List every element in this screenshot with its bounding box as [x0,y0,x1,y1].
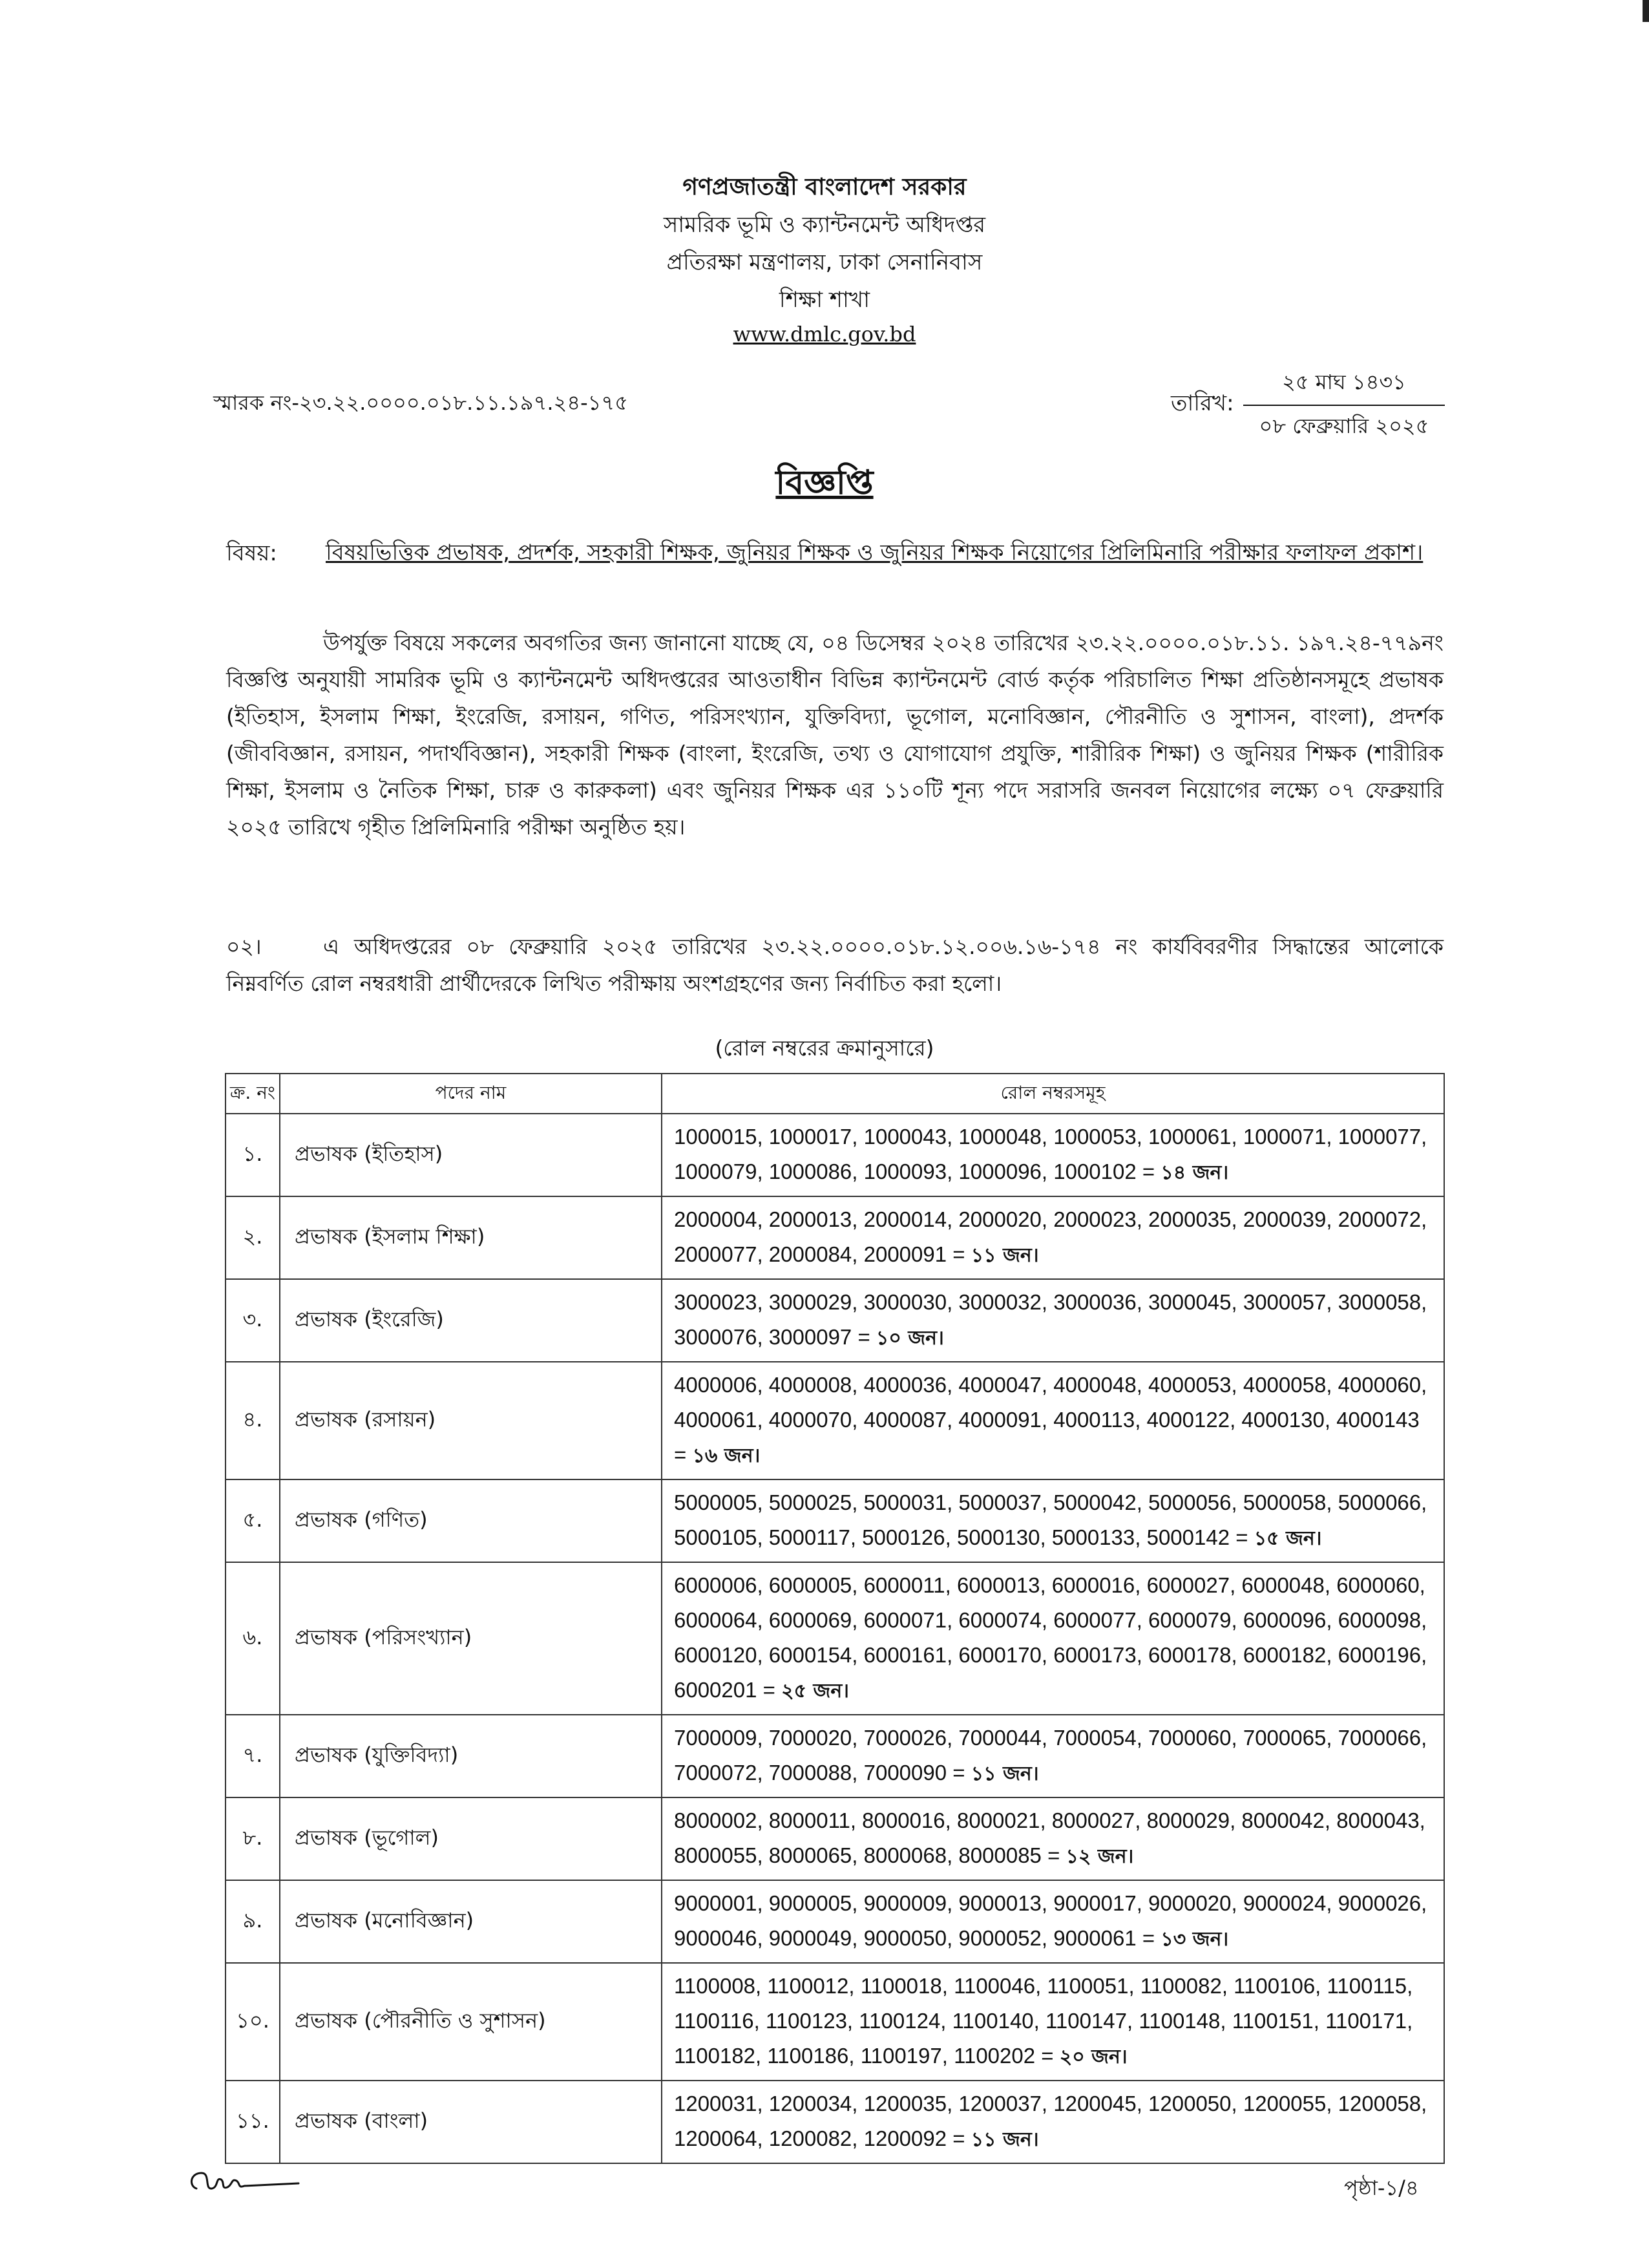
row-rolls [662,1797,1444,1880]
roll-list: 7000009, 7000020, 7000026, 7000044, 7000054, 7000060, 7000065, 7000066, 7000072, 7000088, 7000090 = [674,1726,1427,1785]
roll-list: 5000005, 5000025, 5000031, 5000037, 5000042, 5000056, 5000058, 5000066, 5000105, 5000117, 5000126, 5000130, 5000133, 5000142 = [674,1490,1427,1549]
roll-table [225,1073,1445,2164]
row-post: প্রভাষক (রসায়ন) [280,1362,662,1479]
paragraph-2-text: এ অধিদপ্তরের ০৮ ফেব্রুয়ারি ২০২৫ তারিখের ২৩.২২.০০০০.০১৮.১২.০০৬.১৬-১৭৪ নং কার্যবিবরণীর সিদ্ধান্তের আলোকে নিম্নবর্ণিত রোল নম্বরধারী প্রার্থীদেরকে লিখিত পরীক্ষায় অংশগ্রহণের জন্য নির্বাচিত করা হলো। [226,934,1444,996]
date-bangla: ২৫ মাঘ ১৪৩১ [1243,366,1445,406]
header-rolls: রোল নম্বরসমূহ [662,1074,1444,1114]
roll-list: 2000004, 2000013, 2000014, 2000020, 2000023, 2000035, 2000039, 2000072, 2000077, 2000084, 2000091 = [674,1207,1427,1266]
order-note: (রোল নম্বরের ক্রমানুসারে) [715,1035,934,1061]
row-serial: ৩. [226,1279,280,1362]
table-row [226,1963,1444,2081]
row-serial: ১. [226,1114,280,1196]
dept-name: সামরিক ভূমি ও ক্যান্টনমেন্ট অধিদপ্তর [663,212,986,238]
row-serial: ১০. [226,1963,280,2081]
roll-total: ১৪ জন। [1161,1161,1229,1184]
row-post: প্রভাষক (যুক্তিবিদ্যা) [280,1715,662,1797]
row-rolls [662,1963,1444,2081]
row-post: প্রভাষক (ইসলাম শিক্ষা) [280,1196,662,1279]
roll-list: 4000006, 4000008, 4000036, 4000047, 4000048, 4000053, 4000058, 4000060, 4000061, 4000070, 4000087, 4000091, 4000113, 4000122, 4000130, 4000143 = [674,1373,1427,1467]
row-serial: ১১. [226,2081,280,2163]
row-post: প্রভাষক (ভূগোল) [280,1797,662,1880]
date-label: তারিখ: [1171,390,1234,416]
header-post: পদের নাম [280,1074,662,1114]
roll-total: ২৫ জন। [781,1680,849,1702]
notice-title: বিজ্ঞপ্তি [775,463,874,502]
row-rolls [662,1362,1444,1479]
row-post: প্রভাষক (বাংলা) [280,2081,662,2163]
branch-name: শিক্ষা শাখা [779,287,870,313]
row-serial: ৮. [226,1797,280,1880]
website-link[interactable]: www.dmlc.gov.bd [733,322,916,346]
roll-list: 9000001, 9000005, 9000009, 9000013, 9000017, 9000020, 9000024, 9000026, 9000046, 9000049, 9000050, 9000052, 9000061 = [674,1891,1427,1950]
row-serial: ৪. [226,1362,280,1479]
date-english: ০৮ ফেব্রুয়ারি ২০২৫ [1259,414,1429,438]
row-rolls [662,1114,1444,1196]
roll-list: 3000023, 3000029, 3000030, 3000032, 3000036, 3000045, 3000057, 3000058, 3000076, 3000097 = [674,1290,1427,1349]
paragraph-2-number: ০২। [226,934,262,959]
table-row [226,1479,1444,1562]
row-post: প্রভাষক (ইতিহাস) [280,1114,662,1196]
roll-total: ১১ জন। [971,1763,1039,1785]
roll-total: ১৬ জন। [692,1445,761,1467]
paragraph-2 [226,928,1444,1002]
row-rolls [662,1279,1444,1362]
roll-list: 1100008, 1100012, 1100018, 1100046, 1100051, 1100082, 1100106, 1100115, 1100116, 1100123, 1100124, 1100140, 1100147, 1100148, 1100151, 1100171, 1100182, 1100186, 1100197, 1100202 = [674,1974,1413,2068]
roll-total: ২০ জন। [1059,2046,1128,2068]
page-number: পৃষ্ঠা-১/৪ [1344,2176,1419,2200]
row-post: প্রভাষক (ইংরেজি) [280,1279,662,1362]
scan-edge-mark [1643,0,1649,22]
row-rolls [662,1562,1444,1715]
table-row [226,1362,1444,1479]
row-post: প্রভাষক (পরিসংখ্যান) [280,1562,662,1715]
paragraph-1: উপর্যুক্ত বিষয়ে সকলের অবগতির জন্য জানানো যাচ্ছে যে, ০৪ ডিসেম্বর ২০২৪ তারিখের ২৩.২২.০০০০.০১৮.১১. ১৯৭.২৪-৭৭৯নং বিজ্ঞপ্তি অনুযায়ী সামরিক ভূমি ও ক্যান্টনমেন্ট অধিদপ্তরের আওতাধীন বিভিন্ন ক্যান্টনমেন্ট বোর্ড কর্তৃক পরিচালিত শিক্ষা প্রতিষ্ঠানসমূহে প্রভাষক (ইতিহাস, ইসলাম শিক্ষা, ইংরেজি, রসায়ন, গণিত, পরিসংখ্যান, যুক্তিবিদ্যা, ভূগোল, মনোবিজ্ঞান, পৌরনীতি ও সুশাসন, বাংলা), প্রদর্শক (জীববিজ্ঞান, রসায়ন, পদার্থবিজ্ঞান), সহকারী শিক্ষক (বাংলা, ইংরেজি, তথ্য ও যোগাযোগ প্রযুক্তি, শারীরিক শিক্ষা) ও জুনিয়র শিক্ষক (শারীরিক শিক্ষা, ইসলাম ও নৈতিক শিক্ষা, চারু ও কারুকলা) এবং জুনিয়র শিক্ষক এর ১১০টি শূন্য পদে সরাসরি জনবল নিয়োগের লক্ষ্যে ০৭ ফেব্রুয়ারি ২০২৫ তারিখে গৃহীত প্রিলিমিনারি পরীক্ষা অনুষ্ঠিত হয়। [226,630,1444,840]
table-row [226,1715,1444,1797]
row-rolls [662,1479,1444,1562]
roll-total: ১০ জন। [876,1327,944,1350]
date-box [1243,366,1445,445]
row-serial: ৭. [226,1715,280,1797]
roll-total: ১১ জন। [971,2128,1039,2151]
signature [182,2164,311,2203]
row-serial: ৫. [226,1479,280,1562]
row-post: প্রভাষক (গণিত) [280,1479,662,1562]
roll-total: ১১ জন। [971,1244,1039,1267]
table-row [226,1562,1444,1715]
table-row [226,1279,1444,1362]
row-serial: ৯. [226,1880,280,1963]
subject-label: বিষয়: [226,540,277,566]
table-row [226,1880,1444,1963]
govt-title: গণপ্রজাতন্ত্রী বাংলাদেশ সরকার [682,174,967,200]
subject-text: বিষয়ভিত্তিক প্রভাষক, প্রদর্শক, সহকারী শিক্ষক, জুনিয়র শিক্ষক ও জুনিয়র শিক্ষক নিয়োগের প্রিলিমিনারি পরীক্ষার ফলাফল প্রকাশ। [326,540,1423,566]
table-row [226,2081,1444,2163]
row-serial: ২. [226,1196,280,1279]
table-header-row [226,1074,1444,1114]
roll-total: ১৩ জন। [1161,1928,1229,1951]
table-row [226,1196,1444,1279]
notice-heading [0,456,1649,513]
ministry-name: প্রতিরক্ষা মন্ত্রণালয়, ঢাকা সেনানিবাস [666,249,983,275]
row-rolls [662,1880,1444,1963]
table-row [226,1797,1444,1880]
roll-list: 1000015, 1000017, 1000043, 1000048, 1000053, 1000061, 1000071, 1000077, 1000079, 1000086, 1000093, 1000096, 1000102 = [674,1125,1427,1183]
row-rolls [662,2081,1444,2163]
row-serial: ৬. [226,1562,280,1715]
roll-total: ১৫ জন। [1254,1527,1322,1550]
row-post: প্রভাষক (মনোবিজ্ঞান) [280,1880,662,1963]
roll-list: 8000002, 8000011, 8000016, 8000021, 8000027, 8000029, 8000042, 8000043, 8000055, 8000065, 8000068, 8000085 = [674,1808,1425,1867]
table-row [226,1114,1444,1196]
row-rolls [662,1715,1444,1797]
row-rolls [662,1196,1444,1279]
roll-total: ১২ জন। [1066,1845,1134,1868]
roll-list: 1200031, 1200034, 1200035, 1200037, 1200045, 1200050, 1200055, 1200058, 1200064, 1200082, 1200092 = [674,2092,1427,2150]
row-post: প্রভাষক (পৌরনীতি ও সুশাসন) [280,1963,662,2081]
memo-number: স্মারক নং-২৩.২২.০০০০.০১৮.১১.১৯৭.২৪-১৭৫ [213,390,628,415]
roll-list: 6000006, 6000005, 6000011, 6000013, 6000016, 6000027, 6000048, 6000060, 6000064, 6000069, 6000071, 6000074, 6000077, 6000079, 6000096, 6000098, 6000120, 6000154, 6000161, 6000170, 6000173, 6000178, 6000182, 6000196, 6000201 = [674,1573,1427,1702]
header-serial: ক্র. নং [226,1074,280,1114]
